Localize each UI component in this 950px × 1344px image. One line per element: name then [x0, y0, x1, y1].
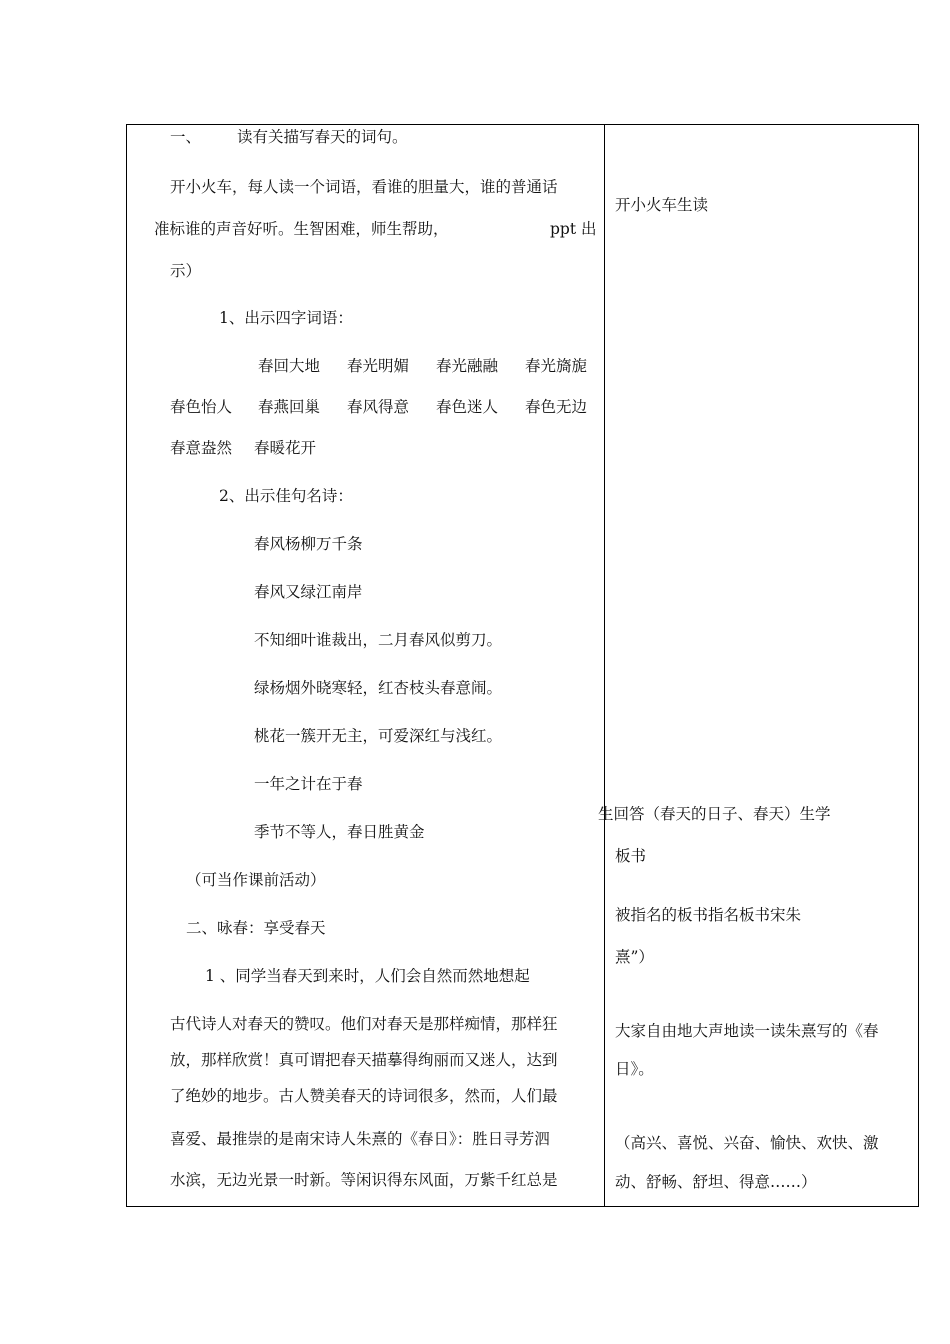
intro-line-1: 开小火车，每人读一个词语，看谁的胆量大，谁的普通话 [170, 178, 558, 196]
lesson-table [126, 124, 919, 1207]
word: 春回大地 [258, 357, 321, 375]
section1-number: 一、 [170, 128, 202, 146]
word: 春光旖旎 [525, 357, 588, 375]
note-named-student: 被指名的板书指名板书宋朱 [615, 906, 802, 924]
note-read-aloud-cont: 日》。 [615, 1060, 654, 1078]
poem-line: 绿杨烟外晓寒轻，红杏枝头春意闹。 [254, 679, 503, 697]
note-student-answer: 生回答（春天的日子、春天）生学 [598, 805, 831, 823]
note-feelings: （高兴、喜悦、兴奋、愉快、欢快、激 [615, 1134, 879, 1152]
intro-line-2: 准标谁的声音好听。生智困难，师生帮助， [154, 220, 449, 238]
subheading-poems: 2、出示佳句名诗： [219, 487, 353, 505]
section1-title: 读有关描写春天的词句。 [237, 128, 408, 146]
note-blackboard: 板书 [615, 847, 647, 865]
word: 春色怡人 [170, 398, 233, 416]
activity-note: （可当作课前活动） [186, 871, 326, 889]
poem-line: 一年之计在于春 [254, 775, 363, 793]
poem-line: 季节不等人，春日胜黄金 [254, 823, 425, 841]
paragraph-line: 古代诗人对春天的赞叹。他们对春天是那样痴情，那样狂 [170, 1015, 558, 1033]
word: 春光融融 [436, 357, 499, 375]
word: 春光明媚 [347, 357, 410, 375]
word: 春暖花开 [254, 439, 317, 457]
word: 春色无边 [525, 398, 588, 416]
section2-heading: 二、咏春：享受春天 [186, 919, 326, 937]
word: 春燕回巢 [258, 398, 321, 416]
word: 春色迷人 [436, 398, 499, 416]
note-zhu-xi: 熹”） [615, 948, 654, 966]
note-train-reading: 开小火车生读 [615, 196, 709, 214]
note-read-aloud: 大家自由地大声地读一读朱熹写的《春 [615, 1022, 879, 1040]
poem-line: 不知细叶谁裁出，二月春风似剪刀。 [254, 631, 503, 649]
intro-line-3: 示） [170, 262, 202, 280]
paragraph-line: 放，那样欣赏！真可谓把春天描摹得绚丽而又迷人，达到 [170, 1051, 558, 1069]
paragraph-first-line: 1 、同学当春天到来时，人们会自然而然地想起 [205, 967, 530, 985]
intro-ppt: ppt 出 [550, 220, 597, 238]
note-feelings-cont: 动、舒畅、舒坦、得意……） [615, 1173, 817, 1191]
poem-line: 春风杨柳万千条 [254, 535, 363, 553]
poem-line: 桃花一簇开无主，可爱深红与浅红。 [254, 727, 503, 745]
column-divider [604, 124, 605, 1207]
word: 春意盎然 [170, 439, 233, 457]
word: 春风得意 [347, 398, 410, 416]
poem-line: 春风又绿江南岸 [254, 583, 363, 601]
paragraph-line: 喜爱、最推崇的是南宋诗人朱熹的《春日》：胜日寻芳泗 [170, 1130, 550, 1148]
paragraph-line: 水滨，无边光景一时新。等闲识得东风面，万紫千红总是 [170, 1171, 558, 1189]
subheading-four-char-words: 1、出示四字词语： [219, 309, 353, 327]
paragraph-line: 了绝妙的地步。古人赞美春天的诗词很多，然而，人们最 [170, 1087, 558, 1105]
